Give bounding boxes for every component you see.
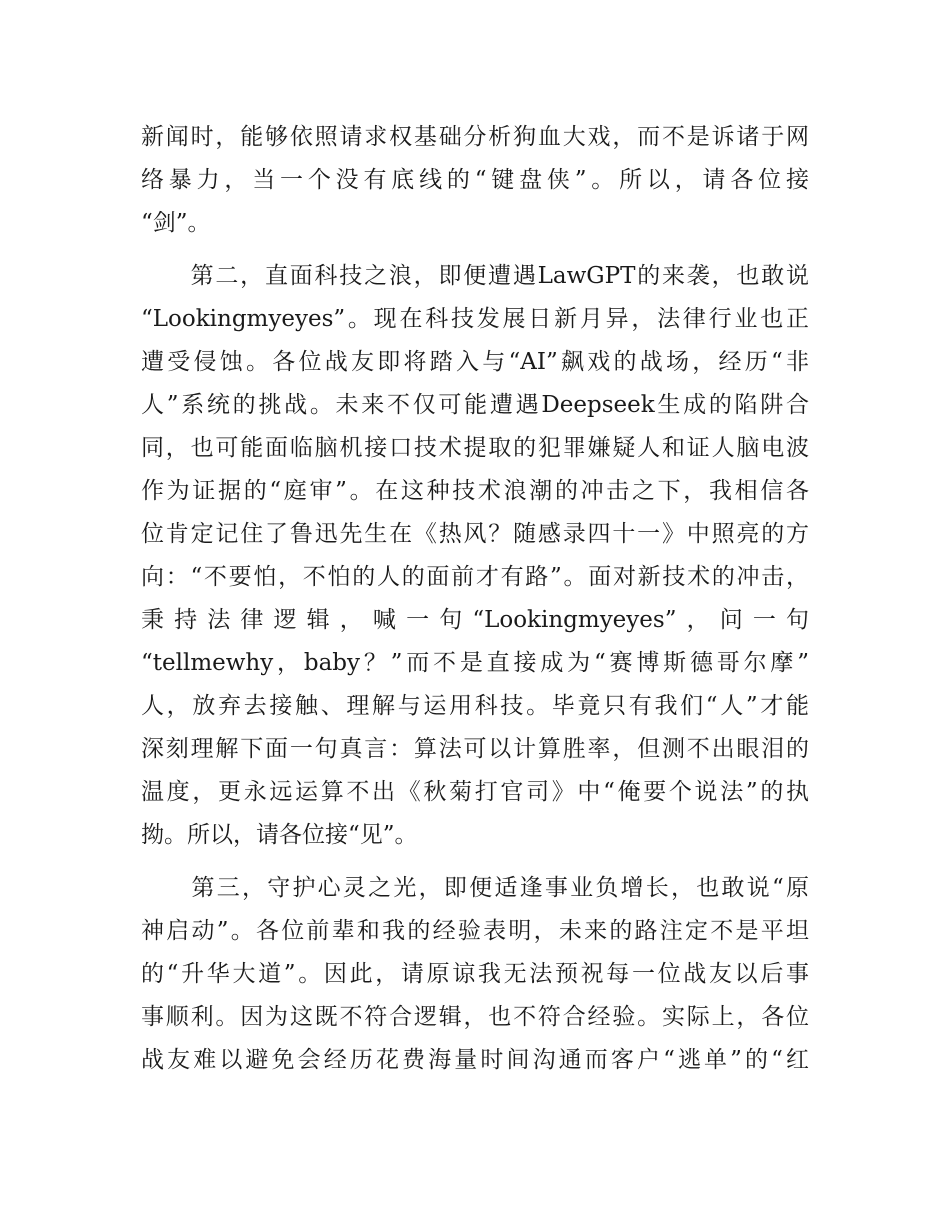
text-line: 络暴力，当一个没有底线的“键盘侠”。所以，请各位接 — [141, 167, 809, 193]
text-line: 神启动”。各位前辈和我的经验表明，未来的路注定不是平坦 — [141, 918, 809, 944]
text-line: 温度，更永远运算不出《秋菊打官司》中“俺要个说法”的执 — [141, 779, 809, 805]
text-line: 第二，直面科技之浪，即便遭遇LawGPT的来袭，也敢说 — [141, 263, 809, 289]
text-line: “剑”。 — [141, 210, 211, 236]
text-line: 同，也可能面临脑机接口技术提取的犯罪嫌疑人和证人脑电波 — [141, 435, 809, 461]
text-line: 新闻时，能够依照请求权基础分析狗血大戏，而不是诉诸于网 — [141, 124, 809, 150]
text-line: 人，放弃去接触、理解与运用科技。毕竟只有我们“人”才能 — [141, 693, 809, 719]
paragraph-2 — [141, 255, 809, 857]
text-line: 拗。所以，请各位接“见”。 — [141, 822, 418, 848]
text-line: 作为证据的“庭审”。在这种技术浪潮的冲击之下，我相信各 — [141, 478, 809, 504]
text-line: 第三，守护心灵之光，即便适逢事业负增长，也敢说“原 — [141, 875, 809, 901]
paragraph-1 — [141, 116, 809, 245]
text-line: 战友难以避免会经历花费海量时间沟通而客户“逃单”的“红 — [141, 1047, 809, 1073]
text-line: 人”系统的挑战。未来不仅可能遭遇Deepseek生成的陷阱合 — [141, 392, 809, 418]
paragraph-spacer — [141, 245, 809, 255]
text-line: 事顺利。因为这既不符合逻辑，也不符合经验。实际上，各位 — [141, 1004, 809, 1030]
text-line: 秉持法律逻辑，喊一句“Lookingmyeyes”，问一句 — [141, 607, 809, 633]
paragraph-spacer — [141, 857, 809, 867]
text-line: “Lookingmyeyes”。现在科技发展日新月异，法律行业也正 — [141, 306, 809, 332]
text-line: “tellmewhy，baby？”而不是直接成为“赛博斯德哥尔摩” — [141, 650, 809, 676]
document-body — [141, 116, 809, 1082]
paragraph-3 — [141, 867, 809, 1082]
text-line: 位肯定记住了鲁迅先生在《热风？随感录四十一》中照亮的方 — [141, 521, 809, 547]
text-line: 遭受侵蚀。各位战友即将踏入与“AI”飙戏的战场，经历“非 — [141, 349, 809, 375]
text-line: 的“升华大道”。因此，请原谅我无法预祝每一位战友以后事 — [141, 961, 809, 987]
text-line: 深刻理解下面一句真言：算法可以计算胜率，但测不出眼泪的 — [141, 736, 809, 762]
text-line: 向：“不要怕，不怕的人的面前才有路”。面对新技术的冲击， — [141, 564, 809, 590]
